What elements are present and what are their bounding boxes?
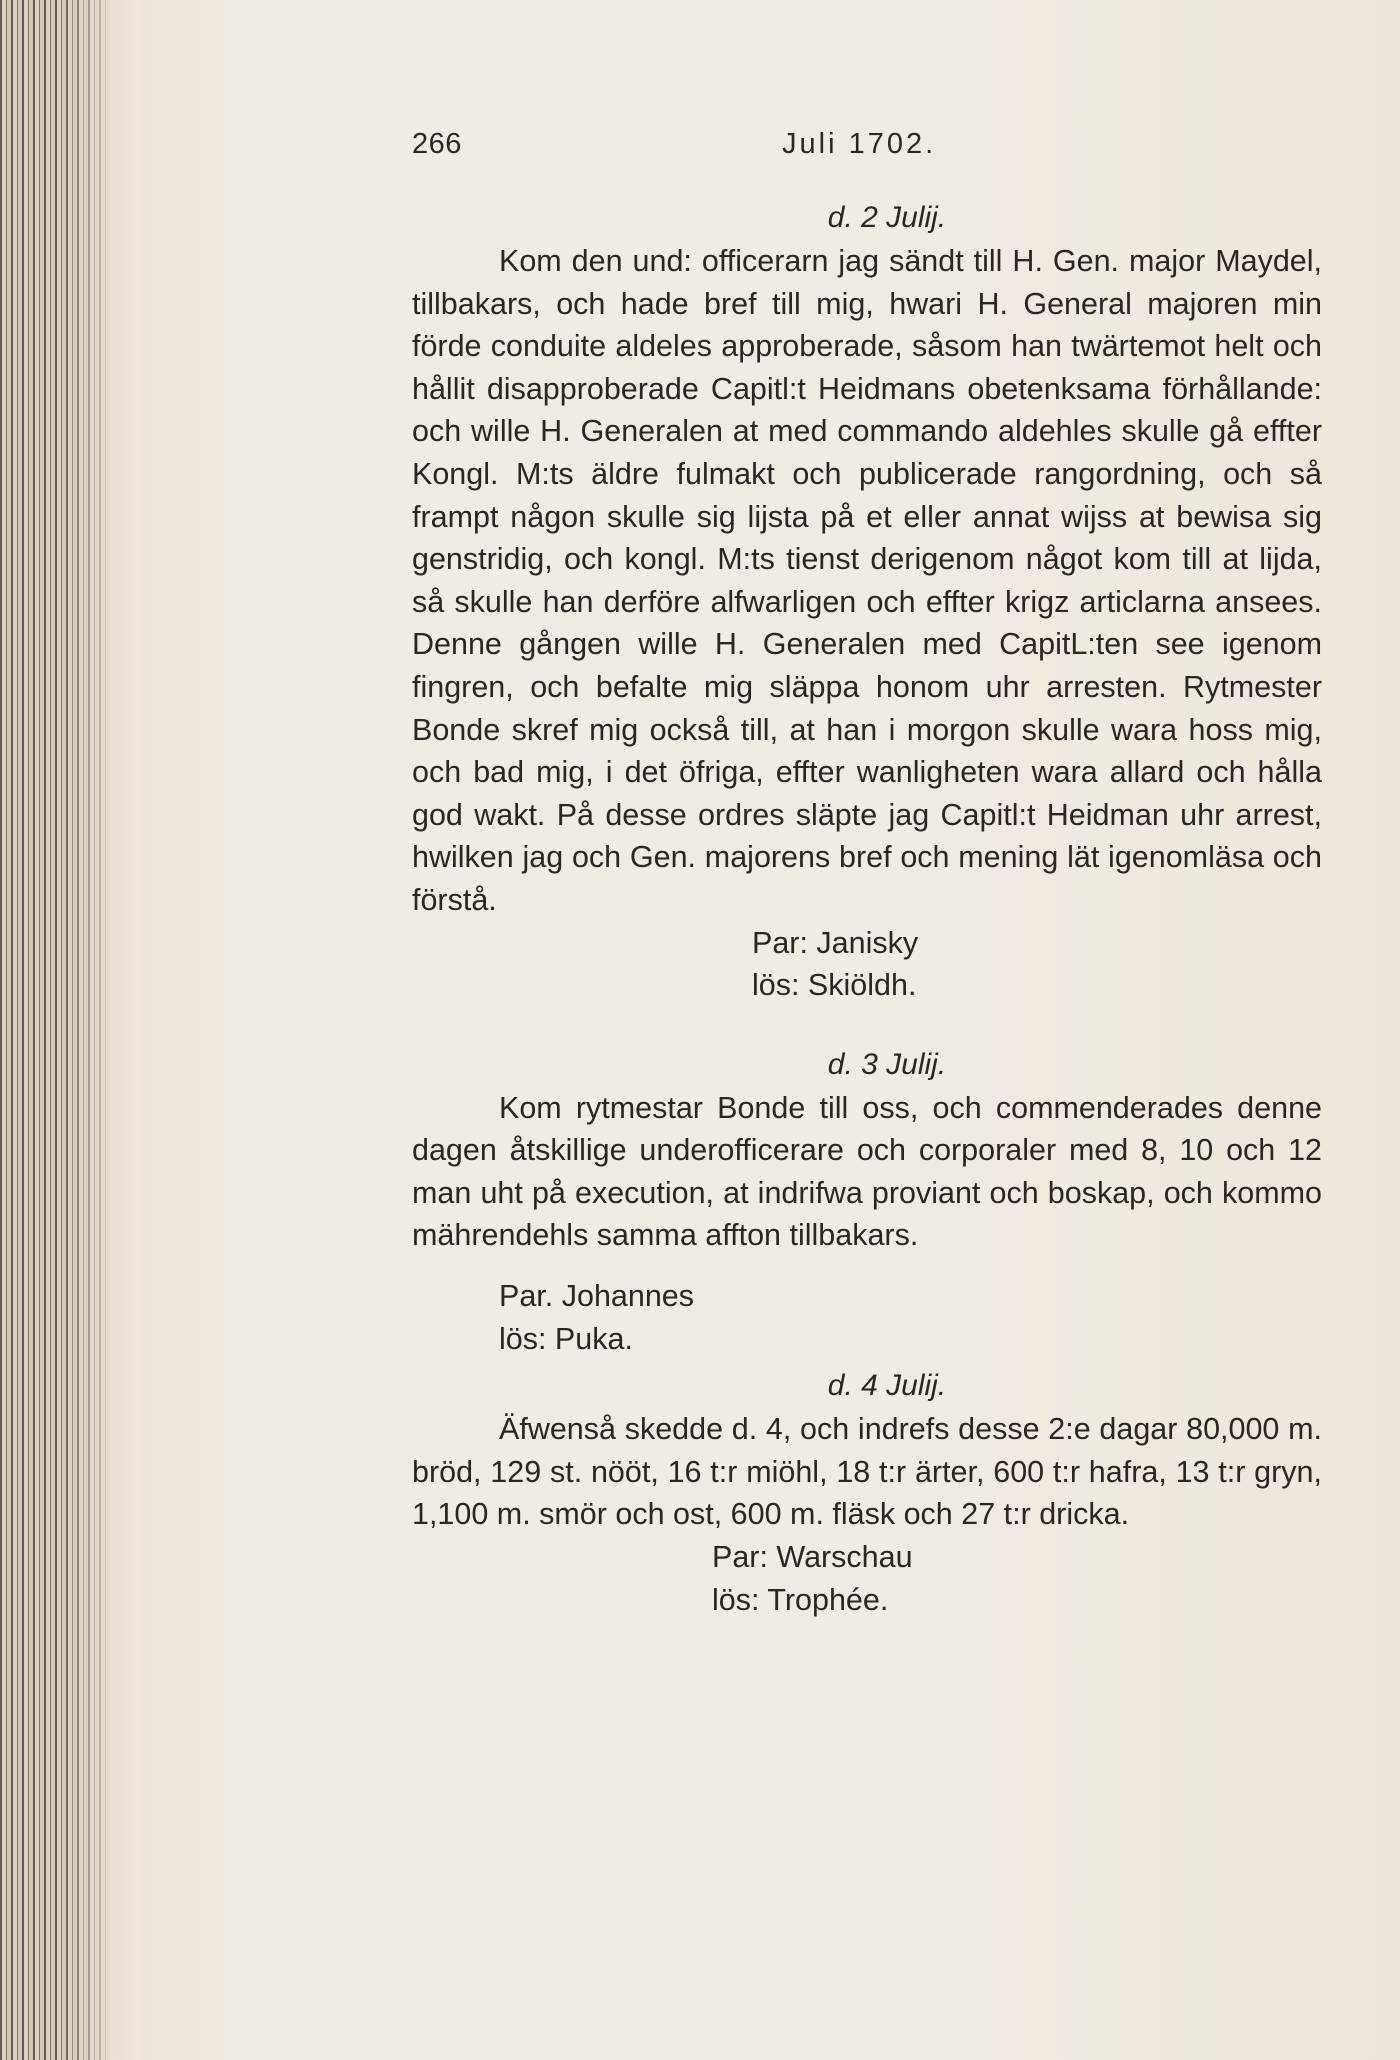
entry-date: d. 4 Julij.	[827, 1369, 947, 1403]
entry-text: Äfwenså skedde d. 4, och indrefs desse 2:e dagar 80,000 m. bröd, 129 st. nööt, 16 t:r miöhl, 18 t:r ärter, 600 t:r hafra, 13 t:r gryn, 1,100 m. smör och ost, 600 m. fläsk och 27 t:r dricka.	[412, 1412, 1322, 1532]
diary-entry	[412, 1043, 1322, 1361]
diary-entry	[412, 1364, 1322, 1621]
entry-date: d. 2 Julij.	[827, 201, 947, 234]
page-header	[412, 128, 1322, 172]
watchword-par: Par: Warschau	[712, 1540, 913, 1575]
page-number: 266	[412, 128, 462, 160]
watchword-los: lös: Puka.	[499, 1321, 633, 1356]
entry-text: Kom rytmestar Bonde till oss, och commenderades denne dagen åtskillige underofficerare och corporaler med 8, 10 och 12 man uht på execution, at indrifwa proviant och boskap, och kommo mährendehls samma affton tillbakars.	[412, 1090, 1322, 1253]
watchword-par: Par: Janisky	[752, 925, 919, 960]
watchword-par: Par. Johannes	[499, 1279, 695, 1314]
entry-date: d. 3 Julij.	[827, 1047, 947, 1081]
running-title: Juli 1702.	[782, 128, 937, 160]
page-body	[412, 196, 1322, 1621]
diary-entry	[412, 196, 1322, 1007]
entry-text: Kom den und: officerarn jag sändt till H. Gen. major Maydel, tillbakars, och hade bref till mig, hwari H. General majoren min förde conduite aldeles approberade, såsom han twärtemot helt och hållit disapproberade Capitl:t Heidmans obetenksama förhållande: och wille H. Generalen at med commando aldehles skulle gå effter Kongl. M:ts äldre fulmakt och publicerade rangordning, och så frampt någon skulle sig lijsta på et eller annat wijss at bewisa sig genstridig, och kongl. M:ts tienst derigenom något kom till at lijda, så skulle han derföre alfwarligen och effter krigz articlarna ansees. Denne gången wille H. Generalen med CapitL:ten see igenom fingren, och befalte mig släppa honom uhr arresten. Rytmester Bonde skref mig också till, at han i morgon skulle wara hoss mig, och bad mig, i det öfriga, effter wanligheten wara allard och hålla god wakt. På desse ordres släpte jag Capitl:t Heidman uhr arrest, hwilken jag och Gen. majorens bref och mening lät igenomläsa och förstå.	[412, 244, 1322, 917]
watchword-los: lös: Skiöldh.	[752, 968, 917, 1003]
gutter-shadow	[60, 0, 140, 2060]
watchword-los: lös: Trophée.	[712, 1582, 889, 1617]
